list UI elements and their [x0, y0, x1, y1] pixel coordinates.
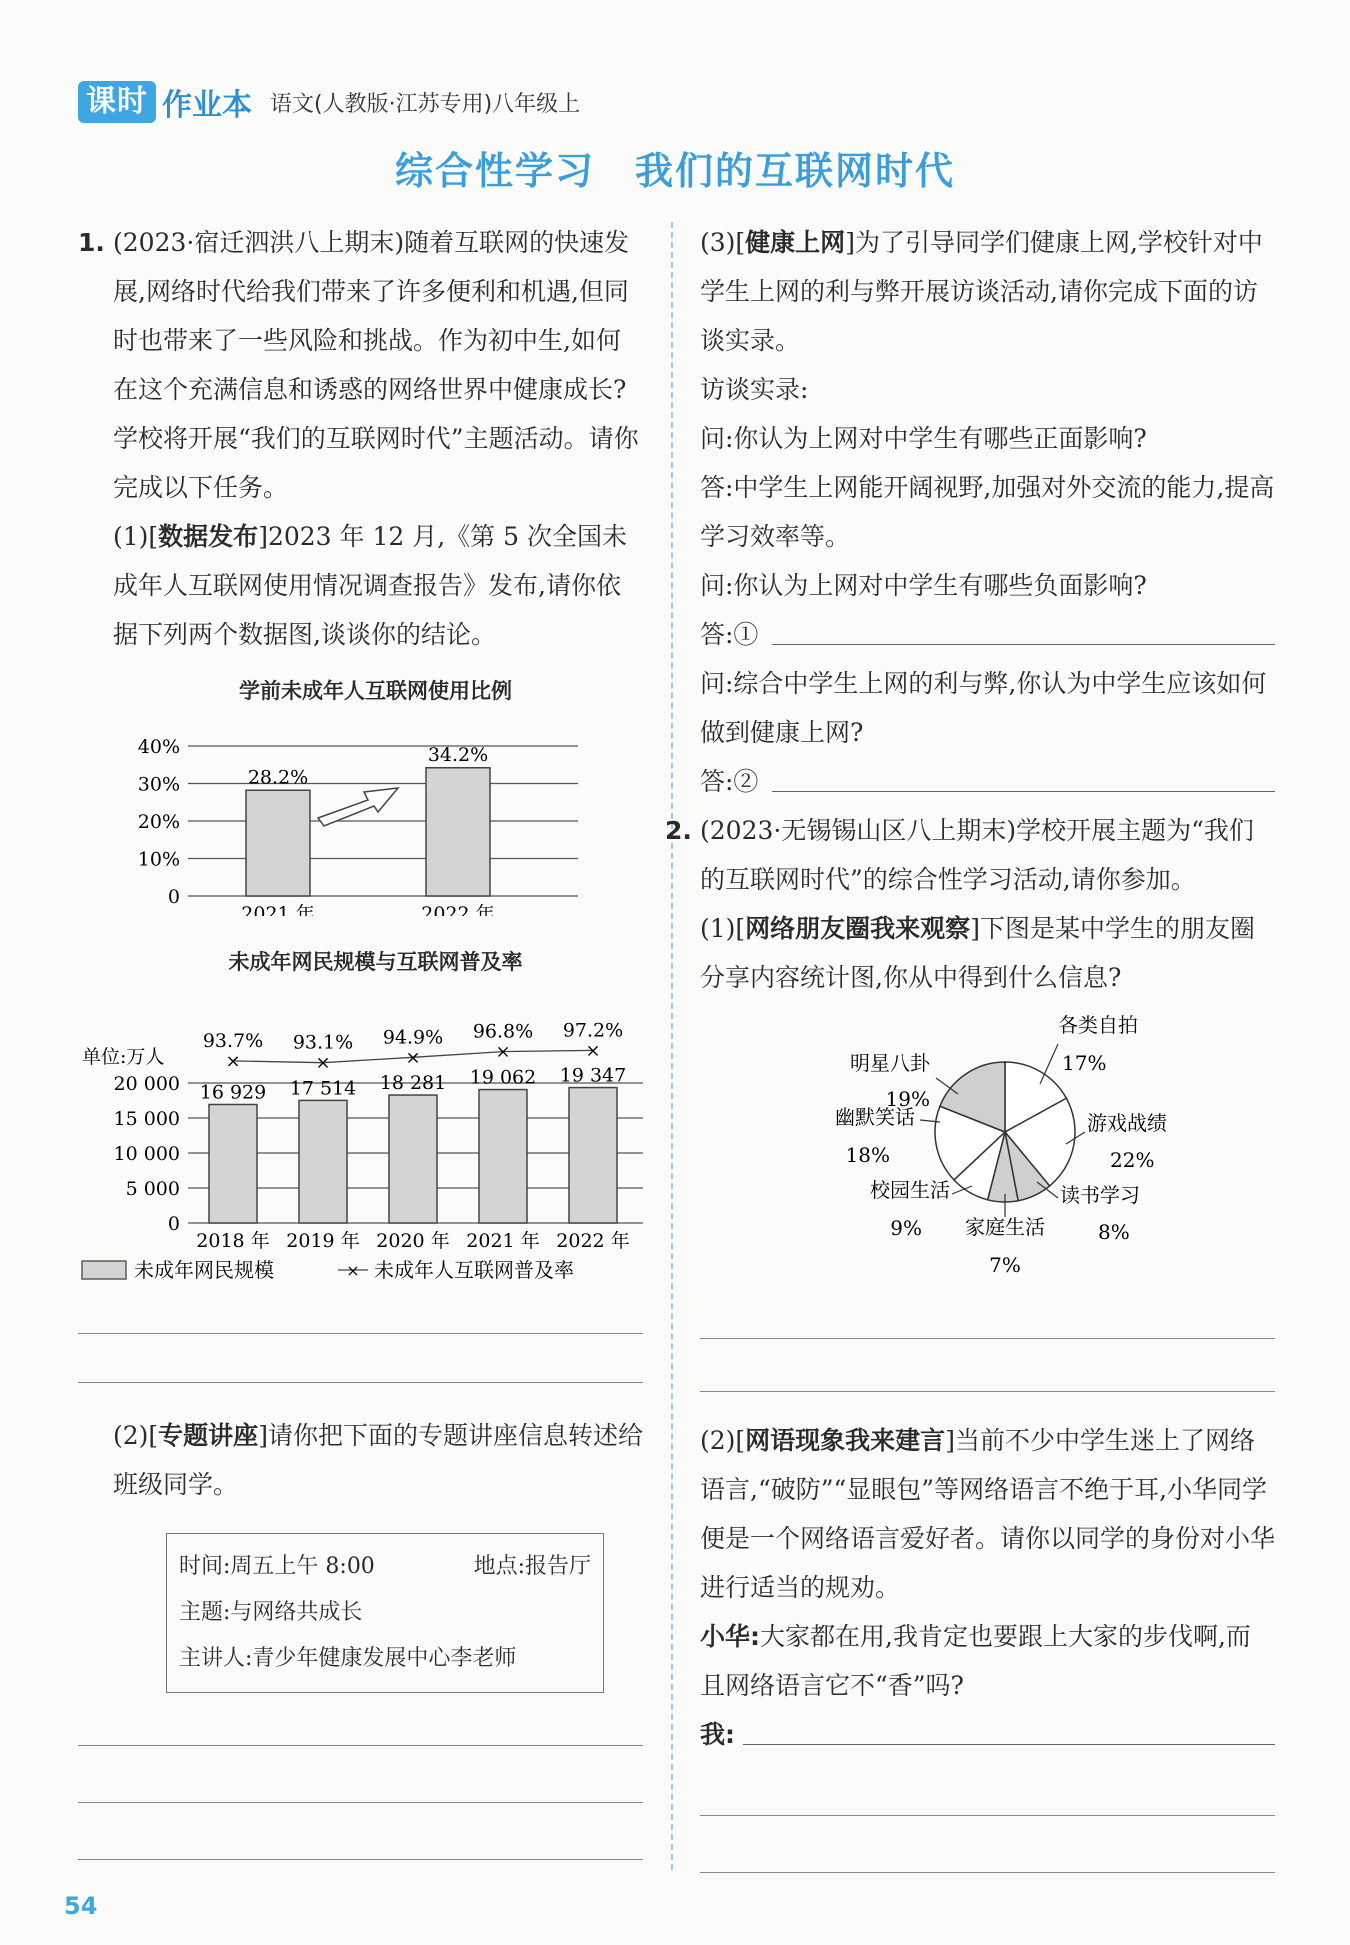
data-label: 18 281	[379, 1072, 447, 1095]
bar	[246, 790, 310, 896]
y-tick-label: 0	[167, 1213, 180, 1235]
bar	[389, 1095, 437, 1223]
answer-line[interactable]	[78, 1303, 643, 1334]
lecture-place: 地点:报告厅	[473, 1554, 591, 1579]
answer-line[interactable]	[78, 1746, 643, 1803]
slice-value: 22%	[1110, 1148, 1155, 1172]
rate-marker: ×	[225, 1050, 241, 1072]
lecture-topic: 主题:与网络共成长	[179, 1600, 363, 1625]
task-1	[700, 904, 1275, 1002]
question-intro: (2023·宿迁泗洪八上期末)随着互联网的快速发展,网络时代给我们带来了许多便利和机遇,但同时也带来了一些风险和挑战。作为初中生,如何在这个充满信息和诱惑的网络世界中健康成长?学校将开展“我们的互联网时代”主题活动。请你完成以下任务。	[113, 228, 639, 502]
trend-arrow	[318, 788, 398, 826]
netizen-scale-chart	[78, 987, 643, 1287]
task-text: ]2023 年 12 月,《第 5 次全国未成年人互联网使用情况调查报告》发布,请你依据下列两个数据图,谈谈你的结论。	[113, 522, 627, 649]
book-header	[78, 80, 580, 124]
y-tick-label: 40%	[137, 736, 180, 758]
rate-label: 97.2%	[562, 1019, 624, 1042]
task-text: ]下图是某中学生的朋友圈分享内容统计图,你从中得到什么信息?	[700, 914, 1255, 992]
answer-line[interactable]	[78, 1334, 643, 1383]
rate-label: 96.8%	[472, 1020, 534, 1043]
slice-value: 7%	[989, 1253, 1021, 1277]
unit-label: 单位:万人	[82, 1046, 165, 1068]
slice-value: 17%	[1062, 1051, 1107, 1075]
slice-name: 读书学习	[1060, 1183, 1140, 1207]
answer-blank[interactable]	[772, 757, 1275, 792]
data-label: 28.2%	[247, 766, 309, 789]
bar	[479, 1090, 527, 1223]
right-column	[665, 218, 1276, 1873]
rate-marker: ×	[315, 1052, 331, 1074]
task-3	[700, 218, 1275, 365]
task-text: ]请你把下面的专题讲座信息转述给班级同学。	[113, 1421, 643, 1499]
slice-name: 明星八卦	[850, 1051, 930, 1075]
bar	[299, 1100, 347, 1223]
brand-word: 作业本	[162, 88, 252, 123]
data-label: 19 347	[559, 1064, 627, 1087]
slice-name: 校园生活	[870, 1178, 950, 1202]
question-2	[665, 806, 1275, 904]
task-tag: 专题讲座	[158, 1421, 259, 1450]
y-tick-label: 20 000	[113, 1073, 180, 1095]
task-1	[78, 512, 643, 659]
dialogue-xiaohua	[700, 1612, 1275, 1710]
bar	[209, 1104, 257, 1223]
rate-marker: ×	[495, 1041, 511, 1063]
question-number: 1.	[78, 228, 105, 257]
slice-name: 各类自拍	[1058, 1013, 1138, 1037]
legend-swatch	[82, 1261, 126, 1279]
page-title: 综合性学习 我们的互联网时代	[394, 149, 955, 193]
interview-question: 问:综合中学生上网的利与弊,你认为中学生应该如何做到健康上网?	[700, 669, 1267, 747]
y-tick-label: 20%	[137, 811, 180, 833]
slice-value: 8%	[1098, 1220, 1130, 1244]
question-1	[78, 218, 643, 512]
chart-title: 未成年网民规模与互联网普及率	[228, 950, 523, 974]
x-tick-label: 2021 年	[241, 903, 315, 916]
answer-line[interactable]	[78, 1693, 643, 1746]
speaker-label: 小华:	[700, 1622, 760, 1651]
rate-label: 93.7%	[202, 1029, 264, 1052]
y-tick-label: 10%	[137, 848, 180, 871]
slice-value: 9%	[890, 1216, 922, 1240]
bar	[569, 1088, 617, 1223]
interview-heading: 访谈实录:	[700, 375, 809, 404]
task-tag: 健康上网	[745, 228, 846, 257]
answer-line[interactable]	[700, 1816, 1275, 1873]
brand-logo: 课时	[78, 81, 156, 123]
y-tick-label: 5 000	[125, 1178, 180, 1200]
answer-label: 答:①	[700, 620, 759, 649]
task-tag: 网络朋友圈我来观察	[745, 914, 971, 943]
lecture-time: 时间:周五上午 8:00	[179, 1554, 375, 1579]
data-label: 19 062	[469, 1066, 537, 1089]
task-tag: 网语现象我来建言	[745, 1426, 946, 1455]
data-label: 16 929	[199, 1081, 267, 1104]
legend-marker: ×	[346, 1261, 360, 1280]
task-prefix: (1)[	[113, 522, 159, 551]
legend-label: 未成年网民规模	[134, 1258, 274, 1282]
bar	[426, 768, 490, 896]
chart-title: 学前未成年人互联网使用比例	[239, 679, 512, 703]
rate-marker: ×	[585, 1040, 601, 1062]
x-tick-label: 2022 年	[556, 1230, 630, 1252]
task-prefix: (1)[	[700, 914, 746, 943]
slice-name: 幽默笑话	[835, 1105, 915, 1129]
book-subtitle: 语文(人教版·江苏专用)八年级上	[270, 91, 581, 117]
usage-ratio-chart	[78, 716, 643, 916]
lecture-speaker: 主讲人:青少年健康发展中心李老师	[179, 1646, 517, 1671]
legend-label: 未成年人互联网普及率	[374, 1258, 574, 1282]
x-tick-label: 2022 年	[421, 903, 495, 916]
data-label: 17 514	[289, 1077, 357, 1100]
rate-label: 93.1%	[292, 1031, 354, 1054]
x-tick-label: 2021 年	[466, 1230, 540, 1252]
y-tick-label: 30%	[137, 773, 180, 796]
dialogue-me	[700, 1710, 1275, 1759]
task-tag: 数据发布	[158, 522, 259, 551]
question-number: 2.	[665, 816, 692, 845]
interview-question: 问:你认为上网对中学生有哪些正面影响?	[700, 424, 1147, 453]
lecture-info-box	[166, 1533, 604, 1693]
answer-line[interactable]	[78, 1803, 643, 1860]
slice-name: 游戏战绩	[1087, 1111, 1167, 1135]
x-tick-label: 2018 年	[196, 1230, 270, 1252]
answer-blank[interactable]	[743, 1710, 1275, 1745]
interview-answer-row	[700, 610, 1275, 659]
x-tick-label: 2019 年	[286, 1230, 360, 1252]
slice-value: 19%	[885, 1087, 930, 1111]
rate-marker: ×	[405, 1047, 421, 1069]
data-label: 34.2%	[427, 743, 489, 766]
share-content-pie-chart	[700, 1002, 1275, 1282]
answer-label: 答:②	[700, 767, 759, 796]
page-number: 54	[64, 1892, 98, 1920]
answer-line[interactable]	[700, 1339, 1275, 1392]
slice-value: 18%	[845, 1143, 890, 1167]
interview-question: 问:你认为上网对中学生有哪些负面影响?	[700, 571, 1147, 600]
y-tick-label: 15 000	[113, 1108, 180, 1130]
question-intro: (2023·无锡锡山区八上期末)学校开展主题为“我们的互联网时代”的综合性学习活动,请你参加。	[700, 816, 1254, 894]
speaker-text: 大家都在用,我肯定也要跟上大家的步伐啊,而且网络语言它不“香”吗?	[700, 1622, 1251, 1700]
task-prefix: (3)[	[700, 228, 746, 257]
interview-answer: 答:中学生上网能开阔视野,加强对外交流的能力,提高学习效率等。	[700, 473, 1275, 551]
x-tick-label: 2020 年	[376, 1230, 450, 1252]
task-text: ]为了引导同学们健康上网,学校针对中学生上网的利与弊开展访谈活动,请你完成下面的访谈实录。	[700, 228, 1263, 355]
rate-label: 94.9%	[382, 1026, 444, 1049]
answer-blank[interactable]	[772, 610, 1275, 645]
answer-line[interactable]	[700, 1759, 1275, 1816]
left-column	[78, 218, 643, 1860]
y-tick-label: 10 000	[113, 1143, 180, 1165]
task-2	[700, 1416, 1275, 1612]
interview-answer-row	[700, 757, 1275, 806]
y-tick-label: 0	[167, 886, 180, 908]
column-divider	[671, 222, 673, 1870]
task-prefix: (2)[	[113, 1421, 159, 1450]
task-2	[78, 1411, 643, 1509]
task-text: ]当前不少中学生迷上了网络语言,“破防”“显眼包”等网络语言不绝于耳,小华同学便是一个网络语言爱好者。请你以同学的身份对小华进行适当的规劝。	[700, 1426, 1276, 1602]
answer-line[interactable]	[700, 1298, 1275, 1339]
slice-name: 家庭生活	[965, 1215, 1045, 1239]
task-prefix: (2)[	[700, 1426, 746, 1455]
speaker-label: 我:	[700, 1720, 735, 1749]
